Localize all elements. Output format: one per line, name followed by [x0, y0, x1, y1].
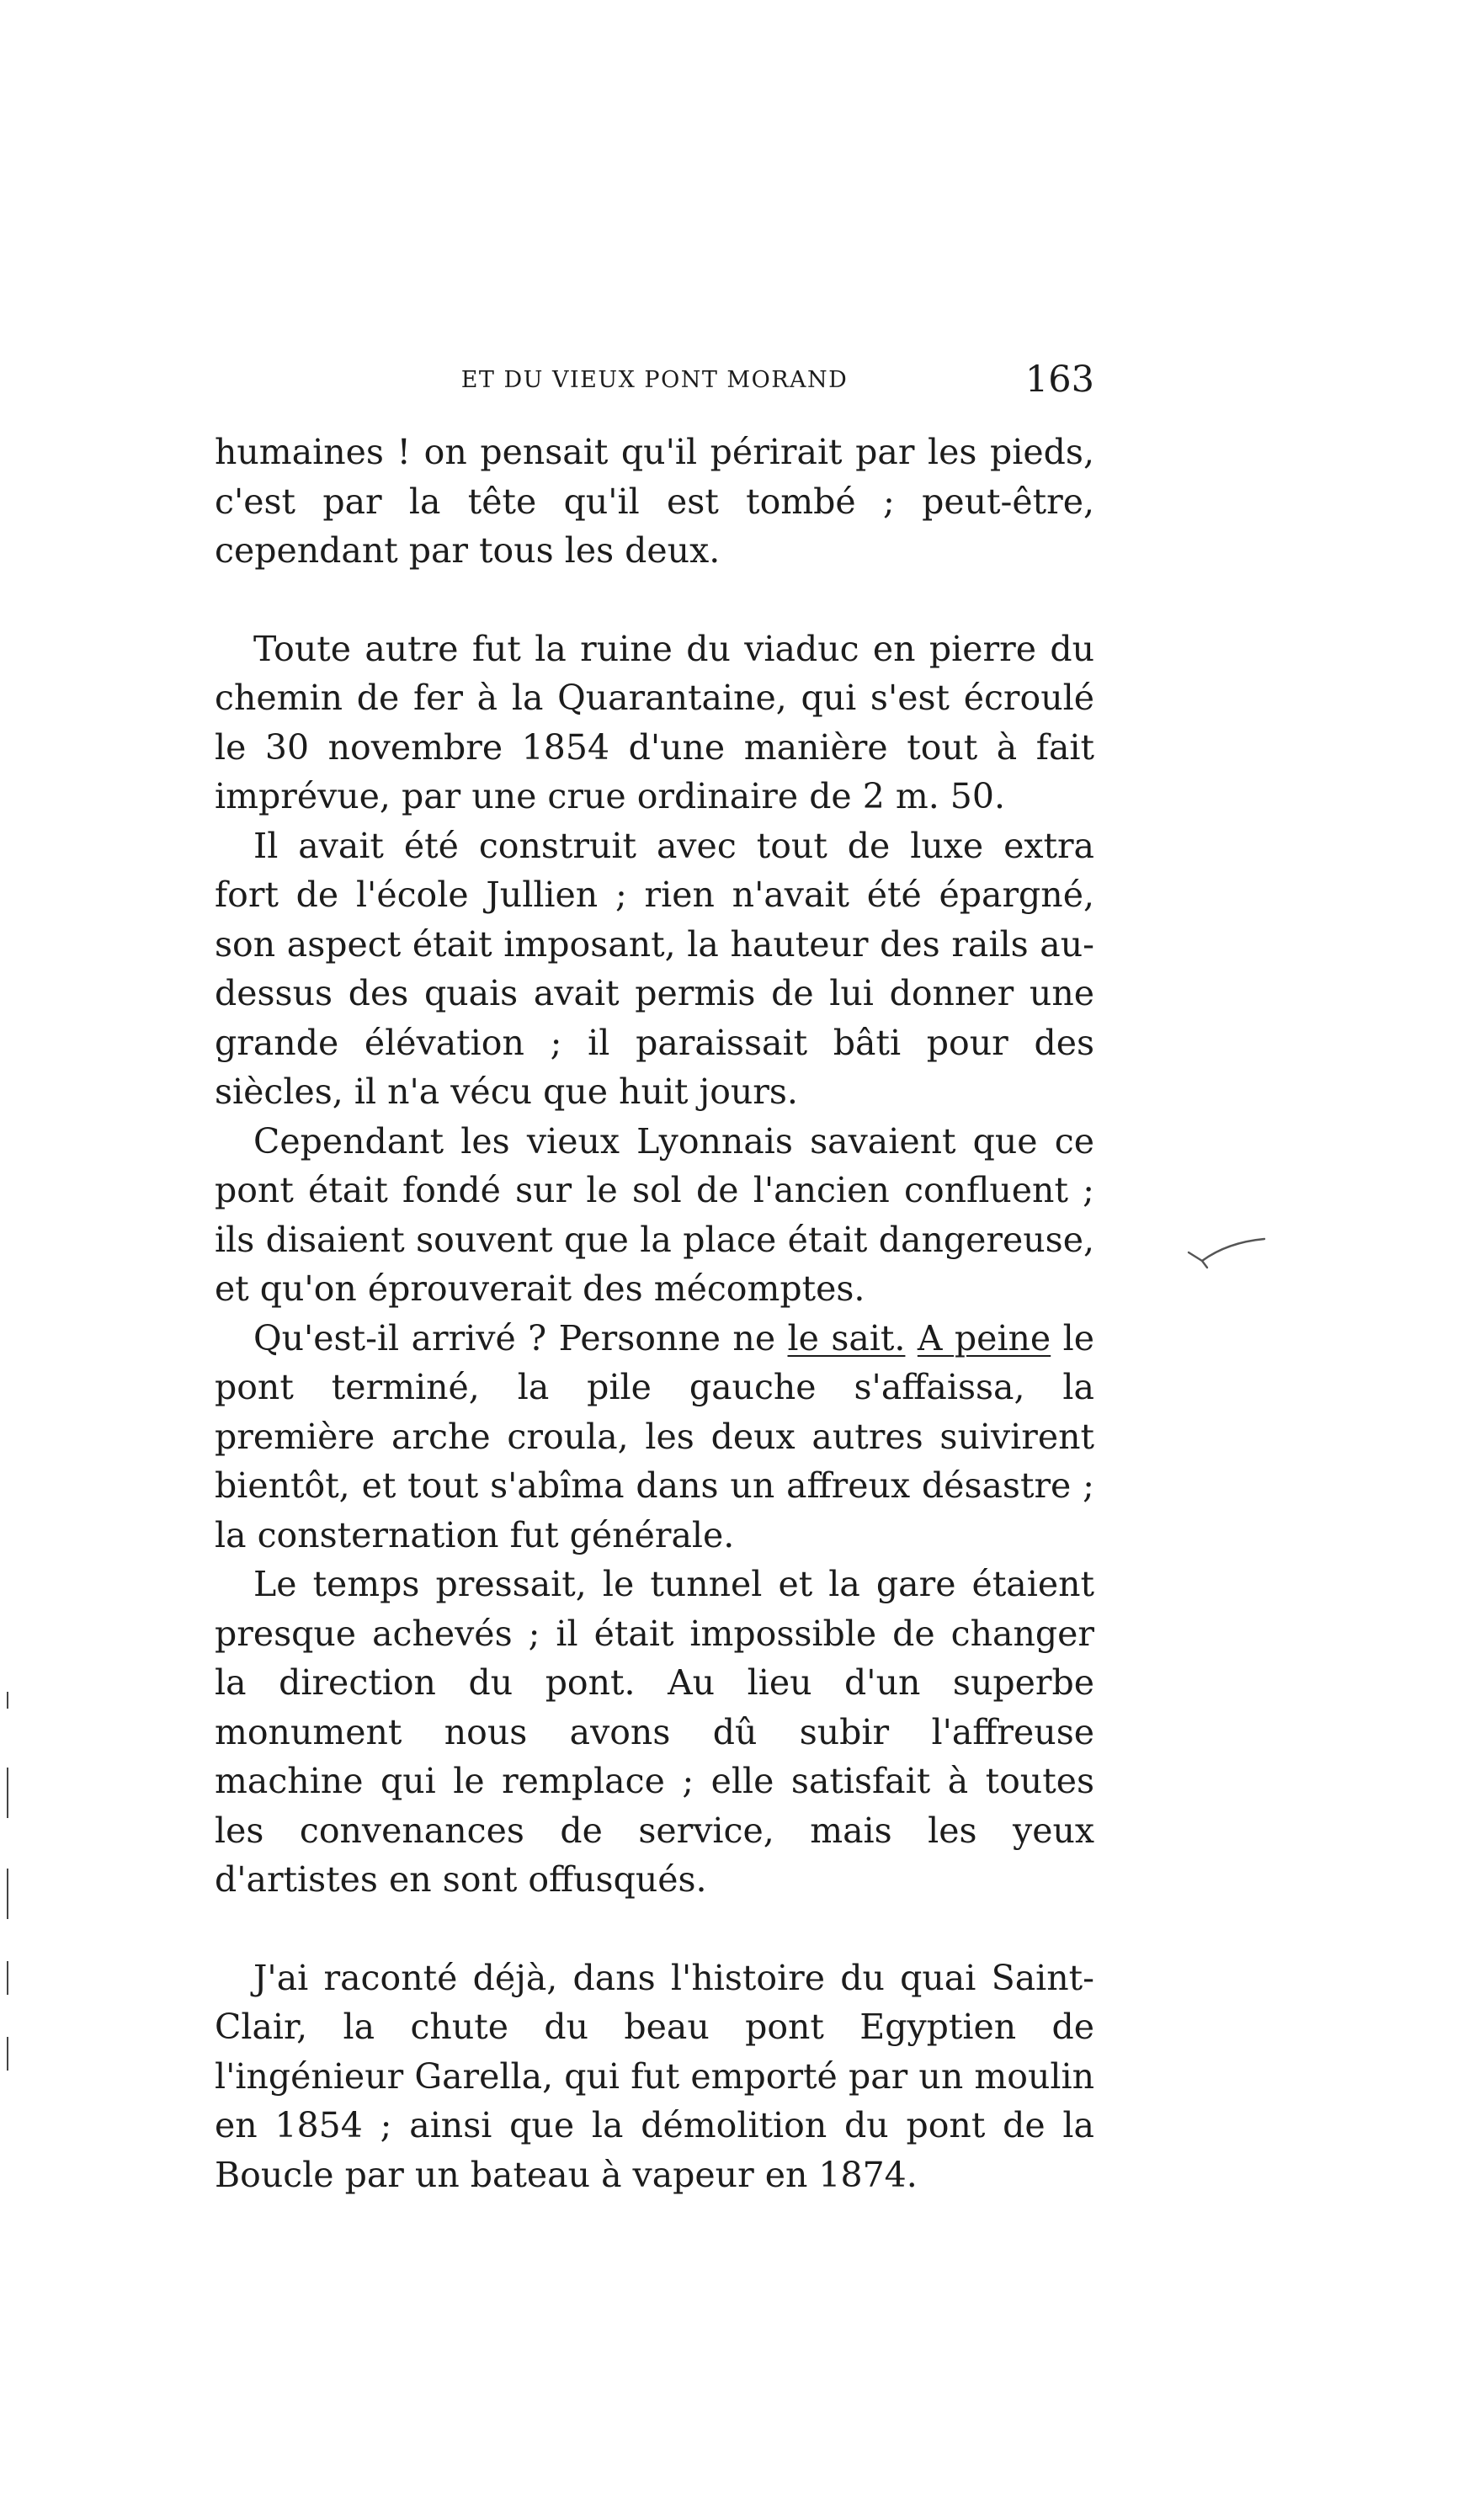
paragraph-7: J'ai raconté déjà, dans l'histoire du quai Saint-Clair, la chute du beau pont Egyptien de l'ingénieur Garella, qui fut emporté par un moulin en 1854 ; ainsi que la démolition du pont de la Boucle par un bateau à vapeur en 1874. — [215, 1957, 1094, 2195]
paragraph-5 — [215, 1314, 1094, 1560]
paragraph-6: Le temps pressait, le tunnel et la gare étaient presque achevés ; il était impossible de changer la direction du pont. Au lieu d'un superbe monument nous avons dû subir l'affreuse machine qui le remplace ; elle satisfait à toutes les convenances de service, mais les yeux d'artistes en sont offusqués. — [215, 1564, 1094, 1900]
scan-edge-mark — [7, 1961, 8, 1995]
paragraph-4: Cependant les vieux Lyonnais savaient que ce pont était fondé sur le sol de l'ancien confluent ; ils disaient souvent que la place était dangereuse, et qu'on éprouverait des mécomptes. — [215, 1120, 1094, 1309]
paragraph-1: humaines ! on pensait qu'il périrait par les pieds, c'est par la tête qu'il est tombé ; peut-être, cependant par tous les deux. — [215, 432, 1094, 571]
scan-edge-mark — [7, 1692, 8, 1709]
scan-edge-mark — [7, 1768, 8, 1818]
scan-edge-mark — [7, 2037, 8, 2071]
underlined-phrase-1: le sait. — [787, 1317, 906, 1358]
running-title: ET DU VIEUX PONT MORAND — [460, 367, 849, 393]
underlined-phrase-2: A peine — [917, 1317, 1051, 1358]
paragraph-5-start: Qu'est-il arrivé ? Personne ne — [253, 1317, 788, 1358]
margin-check-mark-icon — [1185, 1236, 1269, 1293]
paragraph-3: Il avait été construit avec tout de luxe extra fort de l'école Jullien ; rien n'avait été épargné, son aspect était imposant, la hauteur des rails au-dessus des quais avait permis de lui donner une grande élévation ; il paraissait bâti pour des siècles, il n'a vécu que huit jours. — [215, 825, 1094, 1112]
body-text — [215, 428, 1094, 2199]
scan-edge-mark — [7, 1869, 8, 1919]
running-header — [215, 359, 1094, 409]
paragraph-5-end: le pont terminé, la pile gauche s'affaissa, la première arche croula, les deux autres suivirent bientôt, et tout s'abîma dans un affreux désastre ; la consternation fut générale. — [215, 1317, 1094, 1555]
paragraph-2: Toute autre fut la ruine du viaduc en pierre du chemin de fer à la Quarantaine, qui s'est écroulé le 30 novembre 1854 d'une manière tout à fait imprévue, par une crue ordinaire de 2 m. 50. — [215, 628, 1094, 816]
page-number: 163 — [1024, 359, 1094, 401]
paragraph-5-gap — [905, 1318, 917, 1358]
